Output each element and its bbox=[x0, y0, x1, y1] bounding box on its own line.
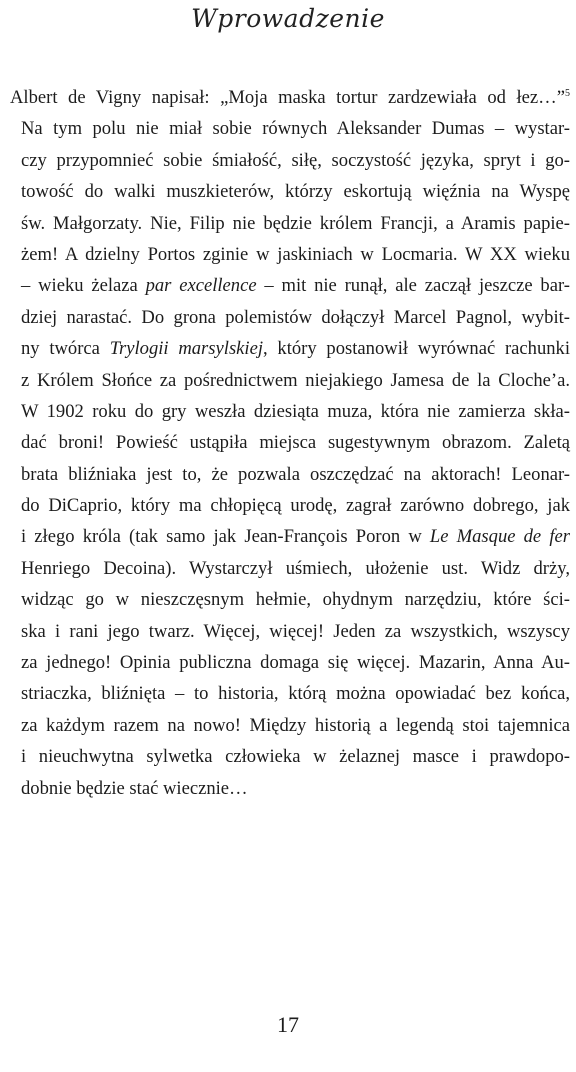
page-number: 17 bbox=[277, 1012, 299, 1037]
text-line-22: i nieuchwytna sylwetka człowieka w żelaznej masce i prawdopo- bbox=[21, 746, 570, 768]
footnote-ref[interactable]: 5 bbox=[565, 87, 570, 99]
italic-title: Le Masque de fer bbox=[429, 526, 570, 548]
italic-phrase: par excellence bbox=[145, 275, 257, 297]
text-line-14: do DiCaprio, który ma chłopięcą urodę, zagrał zarówno dobrego, jak bbox=[21, 495, 570, 517]
text-line-4: towość do walki muszkieterów, którzy eskortują więźnia na Wyspę bbox=[21, 181, 570, 203]
text-line-8: dziej narastać. Do grona polemistów dołączył Marcel Pagnol, wybit- bbox=[21, 306, 570, 328]
text-line-11: W 1902 roku do gry weszła dziesiąta muza, która nie zamierza skła- bbox=[21, 400, 570, 422]
text-line-12: dać broni! Powieść ustąpiła miejsca sugestywnym obrazom. Zaletą bbox=[21, 432, 570, 454]
text-line-13: brata bliźniaka jest to, że pozwala oszczędzać na aktorach! Leonar- bbox=[21, 463, 570, 485]
text-line-1: Albert de Vigny napisał: „Moja maska tortur zardzewiała od łez…”$^5$ bbox=[10, 87, 570, 108]
text-line-23: dobnie będzie stać wiecznie… bbox=[21, 777, 248, 799]
text-line-9: ny twórca Trylogii marsylskiej, który postanowił wyrównać rachunki bbox=[21, 338, 571, 360]
text-line-7: – wieku żelaza par excellence – mit nie runął, ale zaczął jeszcze bar- bbox=[21, 275, 570, 297]
text-line-20: striaczka, bliźnięta – to historia, którą można opowiadać bez końca, bbox=[21, 683, 570, 705]
text-line-6: żem! A dzielny Portos zginie w jaskiniach w Locmaria. W XX wieku bbox=[21, 243, 570, 265]
text-line-15: i złego króla (tak samo jak Jean-François Poron w Le Masque de fer bbox=[21, 526, 570, 548]
body-text bbox=[10, 82, 570, 804]
text-line-21: za każdym razem na nowo! Między historią a legendą stoi tajemnica bbox=[21, 714, 570, 736]
text-line-19: za jednego! Opinia publiczna domaga się więcej. Mazarin, Anna Au- bbox=[21, 652, 570, 674]
text-line-17: widząc go w nieszczęsnym hełmie, ohydnym narzędziu, które ści- bbox=[21, 589, 570, 611]
text-line-16: Henriego Decoina). Wystarczył uśmiech, ułożenie ust. Widz drży, bbox=[21, 557, 570, 579]
text-line-10: z Królem Słońce za pośrednictwem niejakiego Jamesa de la Cloche’a. bbox=[21, 369, 570, 391]
text-line-18: ska i rani jego twarz. Więcej, więcej! Jeden za wszystkich, wszyscy bbox=[21, 620, 570, 642]
running-header: Wprowadzenie bbox=[191, 4, 385, 33]
italic-title: Trylogii marsylskiej bbox=[109, 338, 264, 360]
text-line-3: czy przypomnieć sobie śmiałość, siłę, soczystość języka, spryt i go- bbox=[21, 149, 570, 171]
text-line-5: św. Małgorzaty. Nie, Filip nie będzie królem Francji, a Aramis papie- bbox=[21, 212, 570, 234]
text-line-2: Na tym polu nie miał sobie równych Aleksander Dumas – wystar- bbox=[21, 118, 570, 140]
